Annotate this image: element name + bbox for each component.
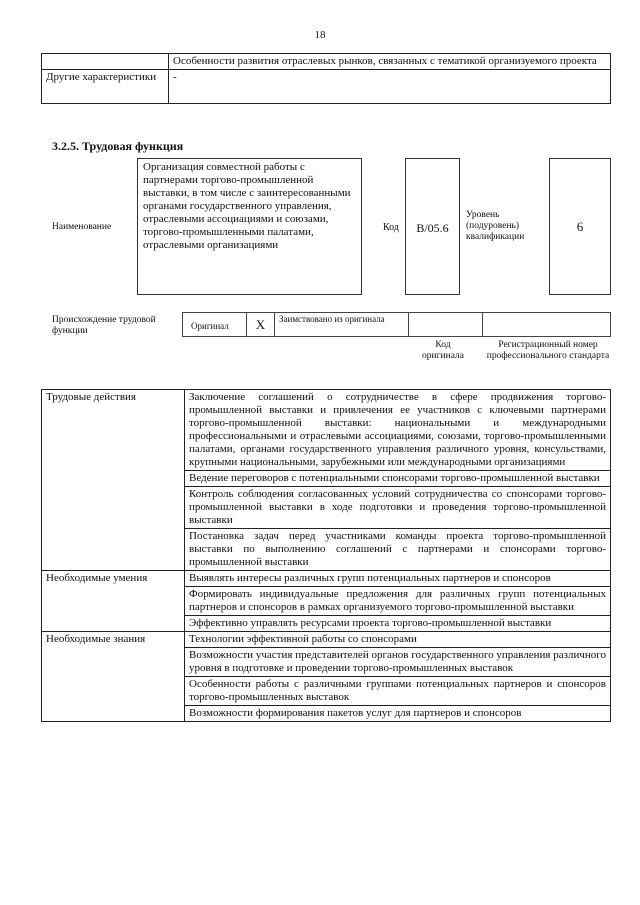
- other-characteristics-label: Другие характеристики: [42, 70, 169, 104]
- table-row: [42, 390, 611, 471]
- original-code-caption: Код оригинала: [422, 340, 464, 361]
- section-heading: 3.2.5. Трудовая функция: [52, 139, 184, 153]
- original-mark: X: [247, 313, 275, 336]
- labor-actions-label: Трудовые действия: [42, 390, 185, 571]
- empty-label-cell: [42, 54, 169, 70]
- page-number: 18: [314, 29, 326, 41]
- labor-action-item: Заключение соглашений о сотрудничестве в сфере продвижения торгово-промышленной выставки и привлечения ее участников с ключевыми партнерами торгово-промышленной выставки: национальными и международными профессиональными и отраслевыми ассоциациями, союзами, торгово-промышленными палатами, органами государственного управления различного уровня, консульствами, крупными национальными, зарубежными или международными организациями: [185, 390, 611, 471]
- labor-action-item: Контроль соблюдения согласованных условий сотрудничества со спонсорами торгово-промышленной выставки в ходе подготовки и проведения торгово-промышленной выставки: [185, 487, 611, 529]
- function-code-box: B/05.6: [405, 158, 460, 295]
- original-code-cell: [409, 313, 483, 336]
- original-label: Оригинал: [191, 321, 229, 331]
- registration-number-caption: Регистрационный номер профессионального стандарта: [486, 340, 610, 361]
- registration-number-cell: [483, 313, 610, 336]
- function-name-box: Организация совместной работы с партнерами торгово-промышленной выставки, в том числе с заинтересованными органами государственного управления, отраслевыми ассоциациями и союзами, торгово-промышленными палатами, отраслевыми организациями: [137, 158, 362, 295]
- table-row: [42, 54, 611, 70]
- labor-action-item: Ведение переговоров с потенциальными спонсорами торгово-промышленной выставки: [185, 471, 611, 487]
- labor-function-table: [41, 389, 611, 722]
- qualification-level-label: Уровень (подуровень) квалификации: [466, 210, 525, 242]
- name-label: Наименование: [52, 222, 112, 232]
- borrowed-label: Заимствовано из оригинала: [275, 313, 409, 336]
- table-row: [42, 632, 611, 648]
- table-row: [42, 70, 611, 104]
- original-cell: [183, 313, 247, 336]
- knowledge-item: Особенности работы с различными группами потенциальных партнеров и спонсоров торгово-промышленных выставок: [185, 677, 611, 706]
- labor-action-item: Постановка задач перед участниками команды проекта торгово-промышленной выставки по выполнению соглашений с партнерами и спонсорами торгово-промышленной выставки: [185, 529, 611, 571]
- qualification-level-box: 6: [549, 158, 611, 295]
- code-label: Код: [383, 222, 399, 233]
- knowledge-item: Возможности участия представителей органов государственного управления различного уровня в подготовке и проведении торгово-промышленных выставок: [185, 648, 611, 677]
- market-features-text: Особенности развития отраслевых рынков, связанных с тематикой организуемого проекта: [169, 54, 611, 70]
- skill-item: Формировать индивидуальные предложения для различных групп потенциальных партнеров и спонсоров в рамках организуемого торгово-промышленной выставки: [185, 587, 611, 616]
- characteristics-table: [41, 53, 611, 104]
- table-row: [42, 571, 611, 587]
- knowledge-item: Возможности формирования пакетов услуг для партнеров и спонсоров: [185, 706, 611, 722]
- origin-row: [182, 312, 611, 337]
- origin-label: Происхождение трудовой функции: [52, 315, 156, 336]
- knowledge-item: Технологии эффективной работы со спонсорами: [185, 632, 611, 648]
- required-skills-label: Необходимые умения: [42, 571, 185, 632]
- skill-item: Эффективно управлять ресурсами проекта торгово-промышленной выставки: [185, 616, 611, 632]
- skill-item: Выявлять интересы различных групп потенциальных партнеров и спонсоров: [185, 571, 611, 587]
- required-knowledge-label: Необходимые знания: [42, 632, 185, 722]
- other-characteristics-value: -: [169, 70, 611, 104]
